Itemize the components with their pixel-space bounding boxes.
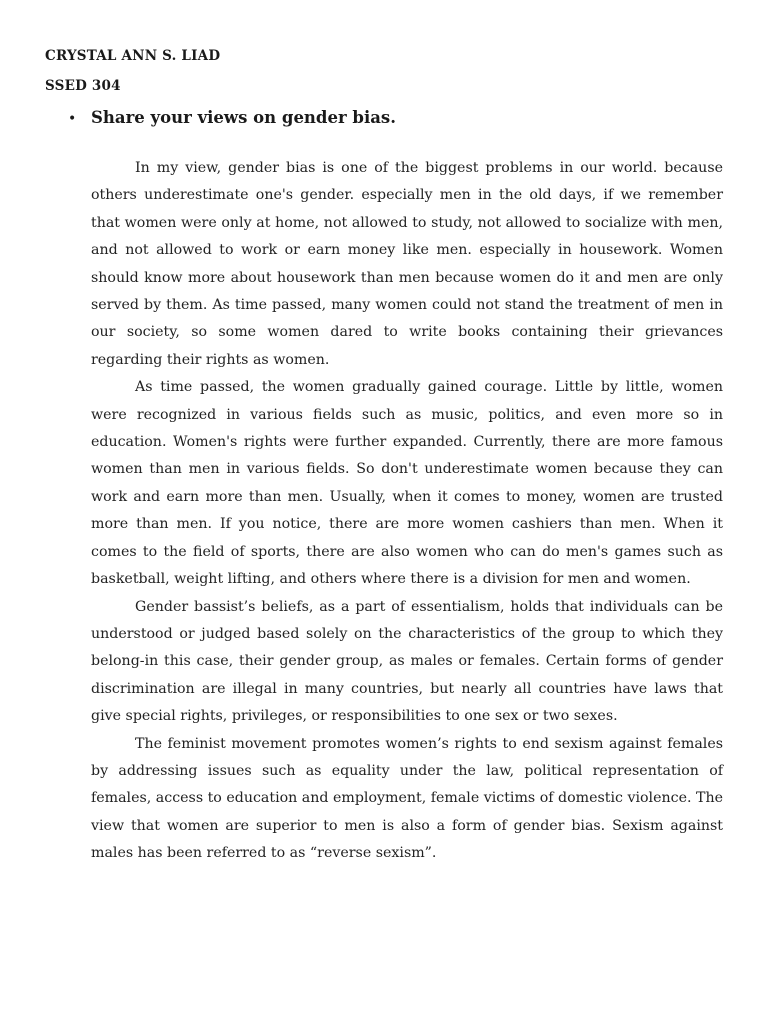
bullet-icon: • xyxy=(68,111,77,127)
essay-paragraph-4: The feminist movement promotes women’s rights to end sexism against females by addressing issues such as equality under the law, political representation of females, access to education and employment, female victims of domestic violence. The view that women are superior to men is also a form of gender bias. Sexism against males has been referred to as “reverse sexism”. xyxy=(91,735,723,862)
essay-paragraph-3: Gender bassist’s beliefs, as a part of essentialism, holds that individuals can be understood or judged based solely on the characteristics of the group to which they belong-in this case, their gender group, as males or females. Certain forms of gender discrimination are illegal in many countries, but nearly all countries have laws that give special rights, privileges, or responsibilities to one sex or two sexes. xyxy=(91,598,723,725)
prompt-question: Share your views on gender bias. xyxy=(91,108,396,127)
prompt-bullet-item xyxy=(68,108,708,129)
essay-paragraph-1: In my view, gender bias is one of the biggest problems in our world. because others underestimate one's gender. especially men in the old days, if we remember that women were only at home, not allowed to study, not allowed to socialize with men, and not allowed to work or earn money like men. especially in housework. Women should know more about housework than men because women do it and men are only served by them. As time passed, many women could not stand the treatment of men in our society, so some women dared to write books containing their grievances regarding their rights as women. xyxy=(91,160,723,368)
essay-body xyxy=(91,155,723,868)
author-name: CRYSTAL ANN S. LIAD xyxy=(45,48,221,64)
course-code: SSED 304 xyxy=(45,78,121,94)
essay-paragraph-2: As time passed, the women gradually gained courage. Little by little, women were recognized in various fields such as music, politics, and even more so in education. Women's rights were further expanded. Currently, there are more famous women than men in various fields. So don't underestimate women because they can work and earn more than men. Usually, when it comes to money, women are trusted more than men. If you notice, there are more women cashiers than men. When it comes to the field of sports, there are also women who can do men's games such as basketball, weight lifting, and others where there is a division for men and women. xyxy=(91,379,723,588)
